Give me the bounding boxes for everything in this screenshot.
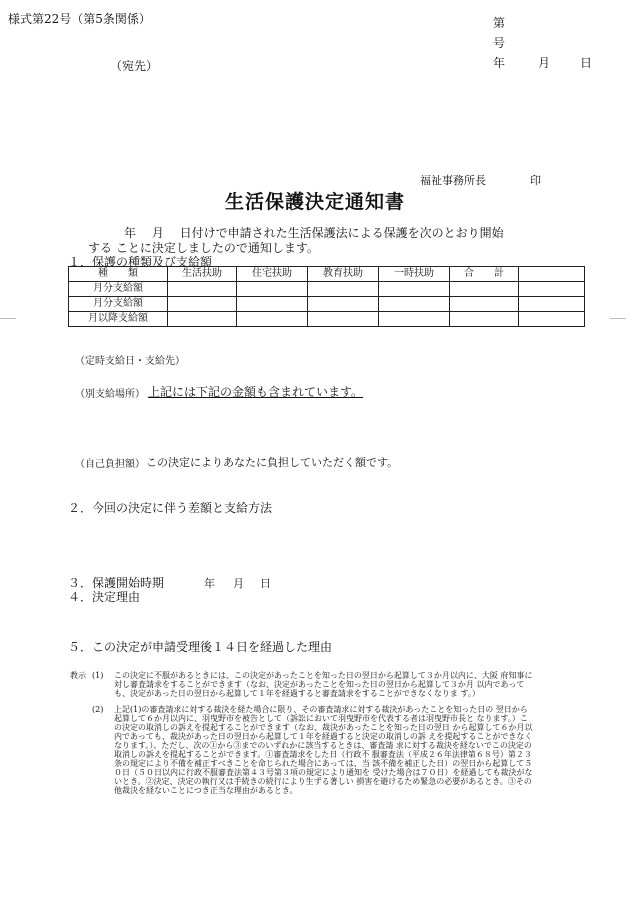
notes-heading: 教示 [70,671,86,680]
table-cell [237,282,308,297]
intro-line-1: 年 月 日付けで申請された生活保護法による保護を次のとおり開始 [124,226,504,240]
date-year: 年 [493,56,506,70]
self-burden-label: （自己負担額） [75,459,145,470]
table-cell [308,282,379,297]
table-header: 生活扶助 [168,267,237,282]
section3-year: 年 [204,577,215,590]
issuer-title: 福祉事務所長 [420,174,486,187]
section2-heading: ２．今回の決定に伴う差額と支給方法 [68,501,273,515]
note2-text: 上記(1)の審査請求に対する裁決を経た場合に限り、その審査請求に対する裁決があったことを知った日の 翌日から起算して６か月以内に、羽曳野市を被告として（訴訟において羽曳野市を代表する者は羽曳野市長と なります。）この決定の取消しの訴えを提起することができます（なお、裁決があったことを知った日の翌日 から起算して６か月以内であっても、裁決があった日の翌日から起算して１年を経過すると決定の取消しの訴 えを提起することができなくなります。）。ただし、次の①から③までのいずれかに該当するときは、審査請 求に対する裁決を経ないでこの決定の取消しの訴えを提起することができます。①審査請求をした日（行政不 服審査法（平成２６年法律第６８号）第２３条の規定により不備を補正すべきことを命じられた場合にあっては、当 該不備を補正した日）の翌日から起算して５０日（５０日以内に行政不服審査法第４３号第３項の規定により通知を 受けた場合は７０日）を経過しても裁決がないとき。②決定、決定の執行又は手続きの続行により生ずる著しい 損害を避けるため緊急の必要があるとき。③その他裁決を経ないことにつき正当な理由があるとき。 [114,705,533,795]
table-header: 一時扶助 [379,267,450,282]
table-cell [450,312,519,327]
table-cell [379,312,450,327]
table-row [69,282,585,297]
section3-heading: ３．保護開始時期 [68,576,165,590]
section4-heading: ４．決定理由 [68,590,141,604]
seal-mark: 印 [530,174,541,187]
form-number: 様式第22号（第5条関係） [8,12,151,26]
section1-heading: １．保護の種類及び支給額 [68,255,213,269]
table-cell [168,282,237,297]
date-day: 日 [580,56,593,70]
margin-mark-left [0,318,16,319]
table-header-row [69,267,585,282]
table-row [69,312,585,327]
table-cell [450,282,519,297]
table-header [519,267,585,282]
margin-mark-right [610,318,626,319]
table-header: 種 類 [69,267,168,282]
table-header: 合 計 [450,267,519,282]
addressee: （宛先） [110,59,159,73]
payment-table [68,266,585,327]
self-burden-text: この決定によりあなたに負担していただく額です。 [146,456,399,469]
date-month: 月 [538,56,551,70]
document-title: 生活保護決定通知書 [225,191,406,213]
table-cell [519,312,585,327]
table-header: 住宅扶助 [237,267,308,282]
table-cell [519,282,585,297]
separate-place-text: 上記には下記の金額も含まれています。 [148,385,364,399]
note2-label: (2) [92,705,104,714]
payment-day-label: （定時支給日・支給先） [75,356,185,367]
table-cell [519,297,585,312]
doc-number-go: 号 [493,36,506,50]
table-row-label: 月分支給額 [69,297,168,312]
intro-line-2: する ことに決定しましたので通知します。 [88,241,319,255]
note1-label: (1) [92,671,104,680]
table-cell [168,312,237,327]
section5-heading: ５．この決定が申請受理後１４日を経過した理由 [68,640,333,654]
table-header: 教育扶助 [308,267,379,282]
note1-text: この決定に不服があるときには、この決定があったことを知った日の翌日から起算して３か月以内に、大阪 府知事に対し審査請求をすることができます（なお、決定があったことを知った日の翌日から起算して３か月 以内であっても、決定があった日の翌日から起算して１年を経過すると審査請求をすることができなくなりま す。） [114,671,533,698]
table-cell [450,297,519,312]
table-cell [379,282,450,297]
table-row-label: 月以降支給額 [69,312,168,327]
table-cell [168,297,237,312]
table-cell [308,312,379,327]
table-cell [237,312,308,327]
table-cell [308,297,379,312]
table-row-label: 月分支給額 [69,282,168,297]
separate-place-label: （別支給場所） [75,389,145,400]
doc-number-dai: 第 [493,16,506,30]
table-cell [237,297,308,312]
section3-day: 日 [260,577,271,590]
section3-month: 月 [233,577,244,590]
table-cell [379,297,450,312]
table-row [69,297,585,312]
